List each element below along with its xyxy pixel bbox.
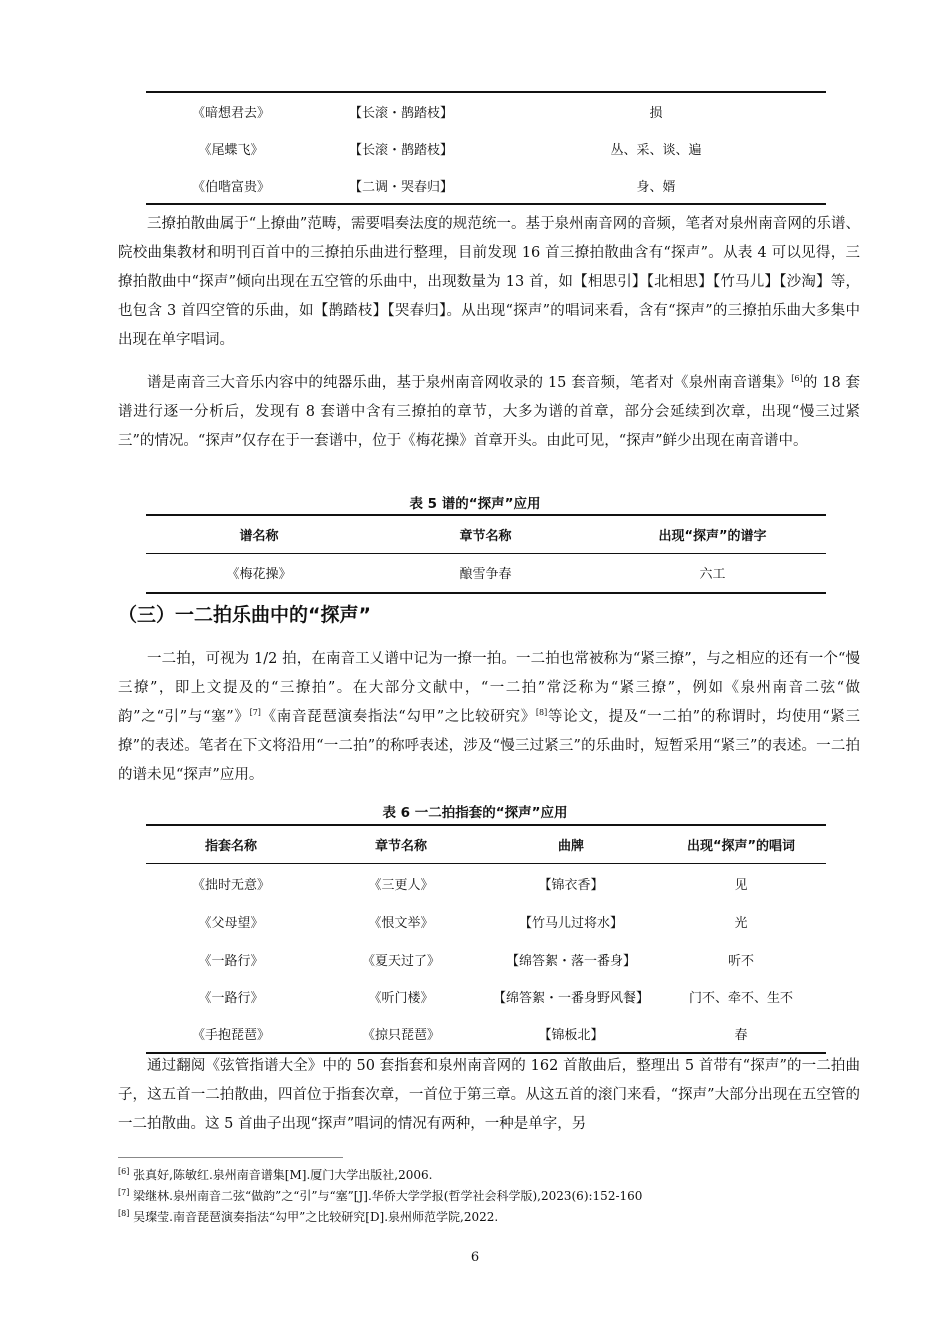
table-cell: 【绵答絮・落一番身】 <box>505 953 636 969</box>
citation-ref-6[interactable]: [6] <box>791 374 803 384</box>
column-header: 出现“探声”的唱词 <box>686 838 796 854</box>
table-cell: 《拙时无意》 <box>191 877 270 893</box>
table-6-caption: 表 6 一二拍指套的“探声”应用 <box>382 805 568 821</box>
table-cell: 《暗想君去》 <box>191 106 270 121</box>
paragraph-sanliao-sanqu: 三撩拍散曲属于“上撩曲”范畴，需要唱奏法度的规范统一。基于泉州南音网的音频，笔者对泉州南音网的乐谱、院校曲集教材和明刊百首中的三撩拍乐曲进行整理，目前发现 16 首三撩拍散曲含有“探声”。从表 4 可以见得，三撩拍散曲中“探声”倾向出现在五空管的乐曲中，出现数量为 13 首，如【相思引】【北相思】【竹马儿】【沙淘】等，也包含 3 首四空管的乐曲，如【鹊踏枝】【哭春归】。从出现“探声”的唱词来看，含有“探声”的三撩拍乐曲大多集中出现在单字唱词。 <box>118 216 860 348</box>
text-span: 等论文，提及“一二拍”的称谓时，均使用“紧三撩”的表述。笔者在下文将沿用“一二拍”的称呼表述，涉及“慢三过紧三”的乐曲时，短暂采用“紧三”的表述。一二拍的谱未见“探声”应用。 <box>118 709 860 783</box>
table-row <box>146 130 826 167</box>
footnote-text: 梁继林.泉州南音二弦“做韵”之“引”与“塞”[J].华侨大学学报(哲学社会科学版),2023(6):152-160 <box>133 1189 643 1203</box>
table-cell: 《一路行》 <box>198 953 264 969</box>
text-span: 的 18 套谱进行逐一分析后，发现有 8 套谱中含有三撩拍的章节，大多为谱的首章，部分会延续到次章，出现“慢三过紧三”的情况。“探声”仅存在于一套谱中，位于《梅花操》首章开头。由此可见，“探声”鲜少出现在南音谱中。 <box>118 375 861 449</box>
table-cell: 《夏天过了》 <box>361 953 440 969</box>
table-cell: 【竹马儿过将水】 <box>518 916 623 931</box>
table-5-caption: 表 5 谱的“探声”应用 <box>409 496 541 512</box>
citation-ref-8[interactable]: [8] <box>535 708 548 718</box>
table-cell: 《恨文举》 <box>368 916 434 931</box>
footnote-divider <box>118 1157 343 1158</box>
paragraph-yierpai <box>118 645 860 790</box>
table-6 <box>146 824 826 1054</box>
table-cell: 《父母望》 <box>198 916 264 931</box>
table-cell: 【绵答絮・一番身野风餐】 <box>492 991 649 1006</box>
table-header-row <box>146 825 826 863</box>
page-number: 6 <box>470 1250 480 1265</box>
paragraph-pu <box>118 369 860 456</box>
table-cell: 身、婿 <box>636 179 676 195</box>
column-header: 章节名称 <box>374 838 427 854</box>
footnote-7 <box>118 1187 642 1205</box>
table-header-row <box>146 515 826 553</box>
table-row <box>146 92 826 130</box>
table-cell: 《掠只琵琶》 <box>361 1028 440 1043</box>
table-cell: 丛、采、谈、遍 <box>610 143 702 158</box>
table-row <box>146 978 826 1015</box>
section-heading: （三）一二拍乐曲中的“探声” <box>118 604 371 626</box>
footnote-text: 吴璨莹.南音琵琶演奏指法“勾甲”之比较研究[D].泉州师范学院,2022. <box>133 1210 499 1224</box>
footnote-text: 张真好,陈敏红.泉州南音谱集[M].厦门大学出版社,2006. <box>133 1168 433 1182</box>
table-cell: 听不 <box>727 953 754 969</box>
table-4-continued <box>146 91 826 205</box>
table-row <box>146 1015 826 1053</box>
column-header: 曲牌 <box>557 838 584 854</box>
footnote-8 <box>118 1208 498 1226</box>
table-cell: 【二调・哭春归】 <box>348 179 453 195</box>
table-row <box>146 167 826 204</box>
table-cell: 《一路行》 <box>198 991 264 1006</box>
table-row <box>146 553 826 593</box>
footnote-6 <box>118 1166 432 1184</box>
citation-ref-7[interactable]: [7] <box>249 708 261 718</box>
text-span: 谱是南音三大音乐内容中的纯器乐曲，基于泉州南音网收录的 15 套音频，笔者对《泉州南音谱集》 <box>147 375 792 391</box>
table-cell: 《伯喈富贵》 <box>191 179 270 195</box>
footnote-mark: [7] <box>118 1188 130 1197</box>
table-cell: 《梅花操》 <box>226 567 292 583</box>
column-header: 章节名称 <box>459 528 512 544</box>
column-header: 谱名称 <box>239 528 279 544</box>
text-span: 《南音琵琶演奏指法“勾甲”之比较研究》 <box>260 709 536 725</box>
footnote-mark: [6] <box>118 1167 130 1176</box>
table-row <box>146 940 826 978</box>
column-header: 出现“探声”的谱字 <box>658 528 767 544</box>
table-cell: 酿雪争春 <box>459 567 512 583</box>
table-cell: 门不、牵不、生不 <box>688 991 793 1006</box>
table-cell: 六工 <box>699 567 726 583</box>
table-cell: 光 <box>734 916 748 931</box>
table-cell: 《听门楼》 <box>368 991 434 1006</box>
column-header: 指套名称 <box>204 838 257 854</box>
text-span: 一二拍，可视为 1/2 拍，在南音工乂谱中记为一撩一拍。一二拍也常被称为“紧三撩”，与之相应的还有一个“慢三撩”，即上文提及的“三撩拍”。在大部分文献中，“一二拍”常泛称为“紧三撩”，例如《泉州南音二弦“做韵”之“引”与“塞”》 <box>118 651 860 725</box>
table-cell: 《三更人》 <box>368 877 434 893</box>
paragraph-conclusion: 通过翻阅《弦管指谱大全》中的 50 套指套和泉州南音网的 162 首散曲后，整理出 5 首带有“探声”的一二拍曲子，这五首一二拍散曲，四首位于指套次章，一首位于第三章。从这五首的滚门来看，“探声”大部分出现在五空管的一二拍散曲。这 5 首曲子出现“探声”唱词的情况有两种，一种是单字，另 <box>118 1058 860 1132</box>
table-row <box>146 903 826 940</box>
table-5 <box>146 514 826 594</box>
table-cell: 【长滚・鹊踏枝】 <box>348 106 453 121</box>
table-cell: 【长滚・鹊踏枝】 <box>348 143 453 158</box>
table-row <box>146 863 826 903</box>
table-cell: 【锦衣香】 <box>538 877 604 893</box>
table-cell: 【锦板北】 <box>538 1028 604 1043</box>
table-cell: 《手抱琵琶》 <box>191 1028 270 1043</box>
table-cell: 《尾蝶飞》 <box>198 143 264 158</box>
footnote-mark: [8] <box>118 1209 130 1218</box>
table-cell: 损 <box>649 106 663 121</box>
table-cell: 春 <box>734 1028 748 1043</box>
table-cell: 见 <box>734 877 748 893</box>
